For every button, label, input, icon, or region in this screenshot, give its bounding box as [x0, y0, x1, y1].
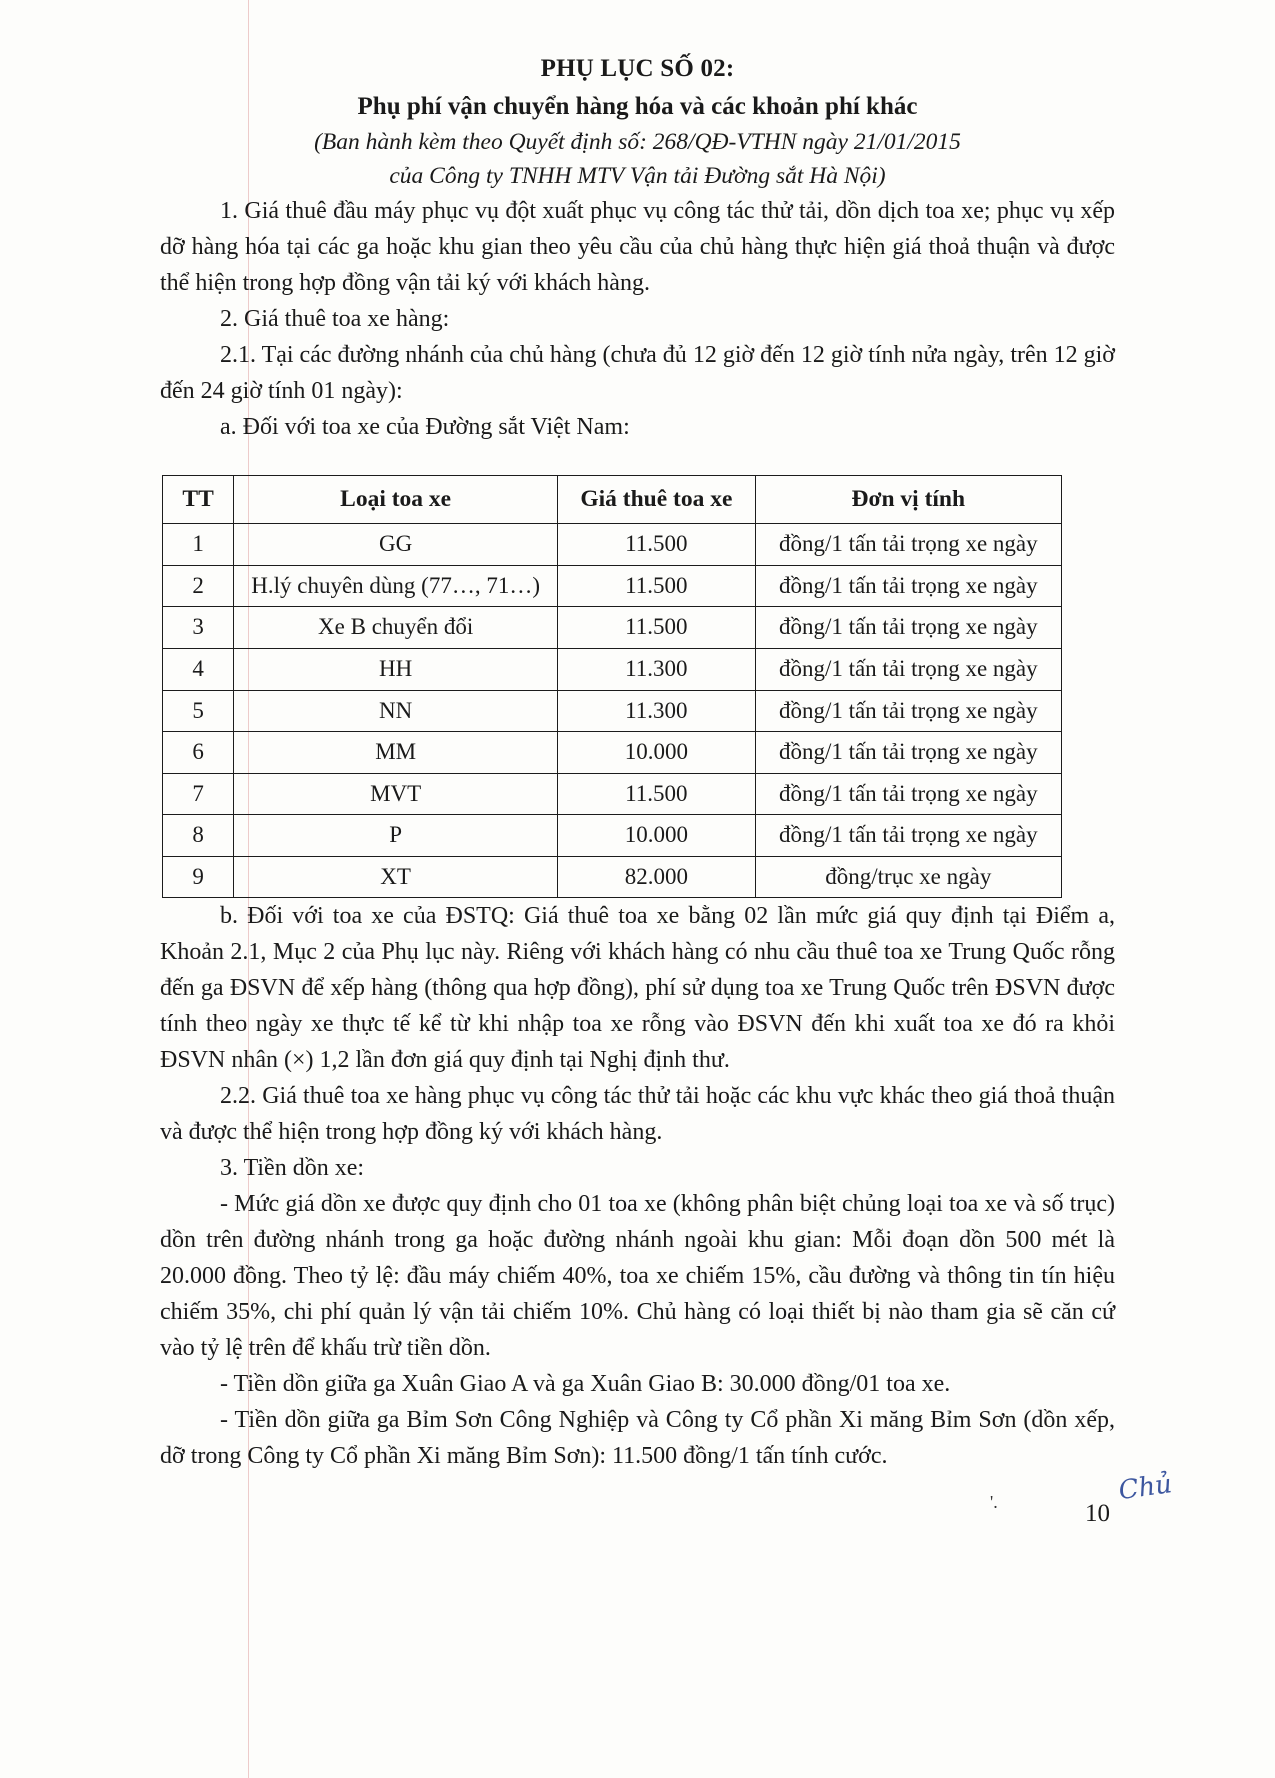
paragraph-3-bullet-1: - Mức giá dồn xe được quy định cho 01 toa xe (không phân biệt chủng loại toa xe và số trục) dồn trên đường nhánh trong ga hoặc đường nhánh ngoài khu gian: Mỗi đoạn dồn 500 mét là 20.000 đồng. Theo tỷ lệ: đầu máy chiếm 40%, toa xe chiếm 15%, cầu đường và thông tin tín hiệu chiếm 35%, chi phí quản lý vận tải chiếm 10%. Chủ hàng có loại thiết bị nào tham gia sẽ căn cứ vào tỷ lệ trên để khấu trừ tiền dồn. [160, 1191, 1115, 1362]
table-row [163, 524, 1062, 566]
paragraph-1: 1. Giá thuê đầu máy phục vụ đột xuất phục vụ công tác thử tải, dồn dịch toa xe; phục vụ xếp dỡ hàng hóa tại các ga hoặc khu gian theo yêu cầu của chủ hàng thực hiện giá thoả thuận và được thể hiện trong hợp đồng vận tải ký với khách hàng. [160, 197, 1115, 296]
cell-type: P [234, 815, 558, 857]
cell-tt: 4 [163, 648, 234, 690]
cell-type: XT [234, 856, 558, 898]
cell-price: 82.000 [558, 856, 755, 898]
cell-price: 11.500 [558, 607, 755, 649]
document-title-block [160, 52, 1115, 193]
table-row [163, 815, 1062, 857]
cell-price: 11.300 [558, 690, 755, 732]
paragraph-2: 2. Giá thuê toa xe hàng: [220, 305, 450, 332]
cell-type: HH [234, 648, 558, 690]
paragraph-3-bullet-2: - Tiền dồn giữa ga Xuân Giao A và ga Xuân Giao B: 30.000 đồng/01 toa xe. [220, 1371, 951, 1398]
cell-unit: đồng/1 tấn tải trọng xe ngày [755, 773, 1061, 815]
paragraph-3-bullet-3: - Tiền dồn giữa ga Bỉm Sơn Công Nghiệp và Công ty Cổ phần Xi măng Bỉm Sơn (dồn xếp, dỡ trong Công ty Cổ phần Xi măng Bỉm Sơn): 11.500 đồng/1 tấn tính cước. [160, 1407, 1115, 1470]
paragraph-2-1-a: a. Đối với toa xe của Đường sắt Việt Nam: [220, 413, 630, 440]
cell-tt: 8 [163, 815, 234, 857]
paragraph-2-1-b: b. Đối với toa xe của ĐSTQ: Giá thuê toa xe bằng 02 lần mức giá quy định tại Điểm a, Khoản 2.1, Mục 2 của Phụ lục này. Riêng với khách hàng có nhu cầu thuê toa xe Trung Quốc rỗng đến ga ĐSVN để xếp hàng (thông qua hợp đồng), phí sử dụng toa xe Trung Quốc trên ĐSVN được tính theo ngày xe thực tế kể từ khi nhập toa xe rỗng vào ĐSVN đến khi xuất toa xe đó ra khỏi ĐSVN nhân (×) 1,2 lần đơn giá quy định tại Nghị định thư. [160, 903, 1115, 1074]
cell-tt: 1 [163, 524, 234, 566]
stray-ink-mark: '. [990, 1492, 998, 1512]
cell-price: 11.500 [558, 524, 755, 566]
cell-unit: đồng/trục xe ngày [755, 856, 1061, 898]
cell-price: 10.000 [558, 732, 755, 774]
cell-price: 11.500 [558, 565, 755, 607]
header-tt: TT [163, 475, 234, 523]
rates-table [162, 475, 1062, 899]
cell-type: MVT [234, 773, 558, 815]
page-number: 10 [1085, 1500, 1110, 1527]
cell-tt: 7 [163, 773, 234, 815]
table-row [163, 648, 1062, 690]
cell-type: NN [234, 690, 558, 732]
table-header-row [163, 475, 1062, 523]
cell-price: 11.500 [558, 773, 755, 815]
cell-unit: đồng/1 tấn tải trọng xe ngày [755, 648, 1061, 690]
cell-unit: đồng/1 tấn tải trọng xe ngày [755, 815, 1061, 857]
title-line-1: PHỤ LỤC SỐ 02: [540, 55, 735, 82]
cell-tt: 6 [163, 732, 234, 774]
cell-price: 11.300 [558, 648, 755, 690]
header-rental-price: Giá thuê toa xe [558, 475, 755, 523]
cell-unit: đồng/1 tấn tải trọng xe ngày [755, 607, 1061, 649]
document-content [160, 52, 1115, 1474]
cell-unit: đồng/1 tấn tải trọng xe ngày [755, 565, 1061, 607]
table-row [163, 565, 1062, 607]
table-row [163, 607, 1062, 649]
header-car-type: Loại toa xe [234, 475, 558, 523]
cell-tt: 2 [163, 565, 234, 607]
cell-unit: đồng/1 tấn tải trọng xe ngày [755, 690, 1061, 732]
table-row [163, 856, 1062, 898]
cell-type: Xe B chuyển đổi [234, 607, 558, 649]
cell-unit: đồng/1 tấn tải trọng xe ngày [755, 524, 1061, 566]
paragraph-2-2: 2.2. Giá thuê toa xe hàng phục vụ công tác thử tải hoặc các khu vực khác theo giá thoả thuận và được thể hiện trong hợp đồng ký với khách hàng. [160, 1083, 1115, 1146]
paragraph-2-1: 2.1. Tại các đường nhánh của chủ hàng (chưa đủ 12 giờ đến 12 giờ tính nửa ngày, trên 12 giờ đến 24 giờ tính 01 ngày): [160, 341, 1115, 404]
cell-price: 10.000 [558, 815, 755, 857]
table-row [163, 773, 1062, 815]
cell-unit: đồng/1 tấn tải trọng xe ngày [755, 732, 1061, 774]
cell-tt: 3 [163, 607, 234, 649]
title-line-3: (Ban hành kèm theo Quyết định số: 268/QĐ-VTHN ngày 21/01/2015 [314, 128, 961, 155]
table-row [163, 732, 1062, 774]
cell-type: H.lý chuyên dùng (77…, 71…) [234, 565, 558, 607]
title-line-2: Phụ phí vận chuyển hàng hóa và các khoản phí khác [357, 92, 918, 120]
paragraph-3: 3. Tiền dồn xe: [220, 1155, 365, 1182]
table-row [163, 690, 1062, 732]
cell-tt: 5 [163, 690, 234, 732]
cell-type: GG [234, 524, 558, 566]
cell-type: MM [234, 732, 558, 774]
title-line-4: của Công ty TNHH MTV Vận tải Đường sắt Hà Nội) [389, 163, 886, 190]
signature-mark: Chủ [1116, 1469, 1174, 1507]
header-unit: Đơn vị tính [755, 475, 1061, 523]
cell-tt: 9 [163, 856, 234, 898]
